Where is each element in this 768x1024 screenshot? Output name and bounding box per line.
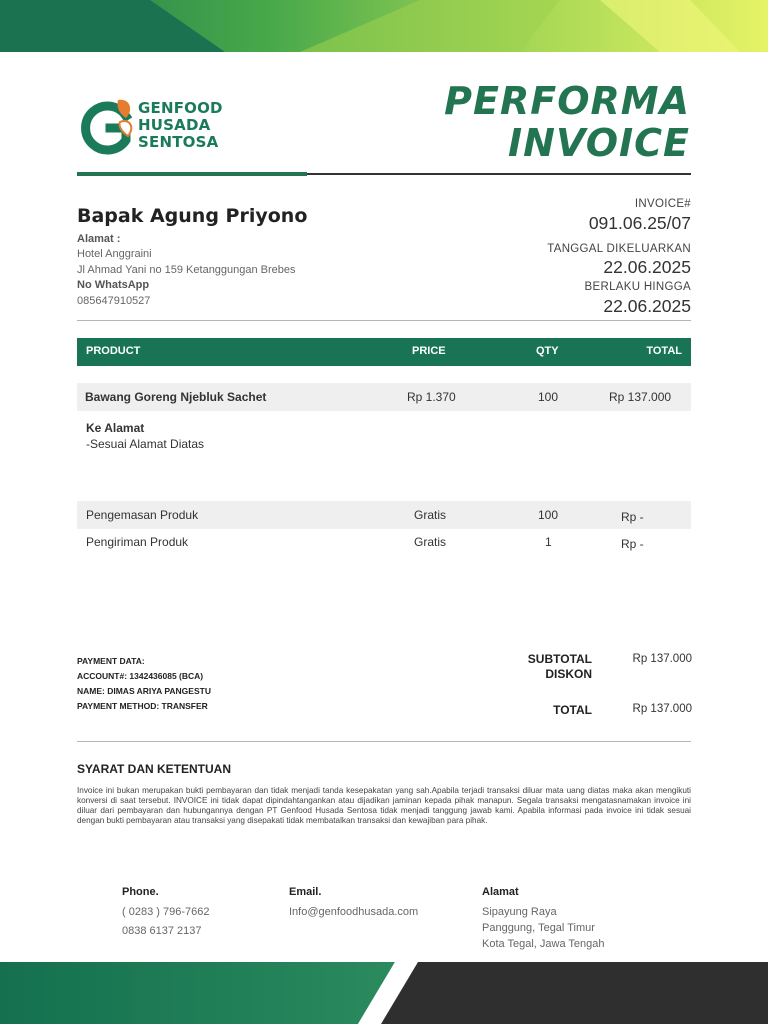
company-name	[138, 100, 223, 151]
terms-body: Invoice ini bukan merupakan bukti pembayaran dan tidak menjadi tanda kesepakatan yang sah.Apabila terjadi transaksi diluar mata uang diatas maka akan mengikuti konversi di saat tersebut. INVOICE ini tidak dapat dipindahtangankan atau dijadikan jaminan kepada pihak manapun. Segala transaksi mengatasnamakan invoice ini diluar dari pembayaran dan hubungannya dengan PT Genfood Husada Sentosa tidak menjadi tanggung jawab kami. Apabila informasi pada invoice ini tidak sesuai dengan bukti pembayaran atau transaksi yang disepakati tidak membatalkan transaksi dan kewajiban para pihak.	[77, 786, 691, 825]
title-line-2: INVOICE	[508, 121, 690, 165]
product-name: Bawang Goreng Njebluk Sachet	[85, 390, 267, 404]
service-qty: 1	[545, 535, 552, 549]
total-value: Rp 137.000	[632, 703, 692, 715]
whatsapp-label: No WhatsApp	[77, 279, 150, 292]
issued-date: 22.06.2025	[603, 257, 691, 277]
footer-phone	[122, 884, 209, 939]
address-line-2: Jl Ahmad Yani no 159 Ketanggungan Brebes	[77, 263, 296, 276]
invoice-number: 091.06.25/07	[588, 213, 691, 233]
company-address-line-1: Sipayung Raya	[482, 906, 557, 918]
valid-until-label: BERLAKU HINGGA	[584, 281, 691, 293]
table-row	[77, 383, 691, 411]
company-address-label: Alamat	[482, 886, 519, 898]
total-label: TOTAL	[553, 703, 592, 717]
valid-until-date: 22.06.2025	[603, 296, 691, 316]
invoice-number-label: INVOICE#	[634, 198, 691, 210]
logo-line-2: HUSADA	[138, 116, 211, 134]
table-header	[77, 338, 691, 366]
footer-email	[289, 884, 418, 920]
service-price: Gratis	[414, 508, 447, 522]
product-price: Rp 1.370	[407, 390, 456, 404]
service-total: Rp -	[621, 510, 644, 524]
phone-number-1: ( 0283 ) 796-7662	[122, 906, 210, 918]
service-qty: 100	[538, 508, 559, 522]
terms-title: SYARAT DAN KETENTUAN	[77, 762, 232, 776]
client-details	[77, 232, 296, 309]
phone-label: Phone.	[122, 886, 159, 898]
column-total: TOTAL	[646, 345, 682, 357]
subtotal-label: SUBTOTAL	[527, 652, 592, 666]
delivery-note	[86, 420, 204, 452]
whatsapp-number: 085647910527	[77, 294, 151, 307]
company-logo	[80, 96, 240, 158]
payment-method: PAYMENT METHOD: TRANSFER	[77, 701, 208, 711]
logo-line-1: GENFOOD	[138, 99, 223, 117]
terms-divider	[77, 741, 691, 742]
payment-title: PAYMENT DATA:	[77, 656, 145, 666]
service-name: Pengiriman Produk	[86, 535, 189, 549]
issued-date-label: TANGGAL DIKELUARKAN	[547, 243, 691, 255]
delivery-label: Ke Alamat	[86, 421, 145, 435]
header-divider-accent	[77, 172, 307, 176]
address-label: Alamat :	[77, 233, 121, 245]
genfood-logo-icon	[80, 96, 136, 158]
subtotal-value: Rp 137.000	[632, 653, 692, 665]
client-divider	[77, 320, 691, 321]
delivery-text: -Sesuai Alamat Diatas	[86, 437, 205, 451]
client-name: Bapak Agung Priyono	[77, 205, 308, 227]
payment-account: ACCOUNT#: 1342436085 (BCA)	[77, 671, 204, 681]
service-price: Gratis	[414, 535, 447, 549]
payment-data	[77, 654, 211, 714]
service-name: Pengemasan Produk	[86, 508, 199, 522]
payment-name: NAME: DIMAS ARIYA PANGESTU	[77, 686, 211, 696]
table-row	[77, 501, 691, 529]
company-address-line-3: Kota Tegal, Jawa Tengah	[482, 938, 605, 950]
document-title	[444, 80, 690, 164]
footer-address	[482, 884, 605, 952]
table-row	[77, 528, 691, 556]
footer-decoration	[0, 962, 768, 1024]
product-qty: 100	[538, 390, 559, 404]
column-product: PRODUCT	[86, 345, 141, 357]
service-total: Rp -	[621, 537, 644, 551]
product-total: Rp 137.000	[609, 390, 672, 404]
address-line-1: Hotel Anggraini	[77, 248, 152, 261]
email-label: Email.	[289, 886, 322, 898]
header-divider	[307, 173, 691, 175]
discount-label: DISKON	[545, 667, 592, 681]
phone-number-2: 0838 6137 2137	[122, 925, 202, 937]
email-address: Info@genfoodhusada.com	[289, 906, 419, 918]
logo-line-3: SENTOSA	[138, 133, 219, 151]
column-price: PRICE	[412, 345, 446, 357]
header-decoration	[0, 0, 768, 52]
column-qty: QTY	[536, 345, 559, 357]
title-line-1: PERFORMA	[444, 79, 690, 123]
company-address-line-2: Panggung, Tegal Timur	[482, 922, 595, 934]
